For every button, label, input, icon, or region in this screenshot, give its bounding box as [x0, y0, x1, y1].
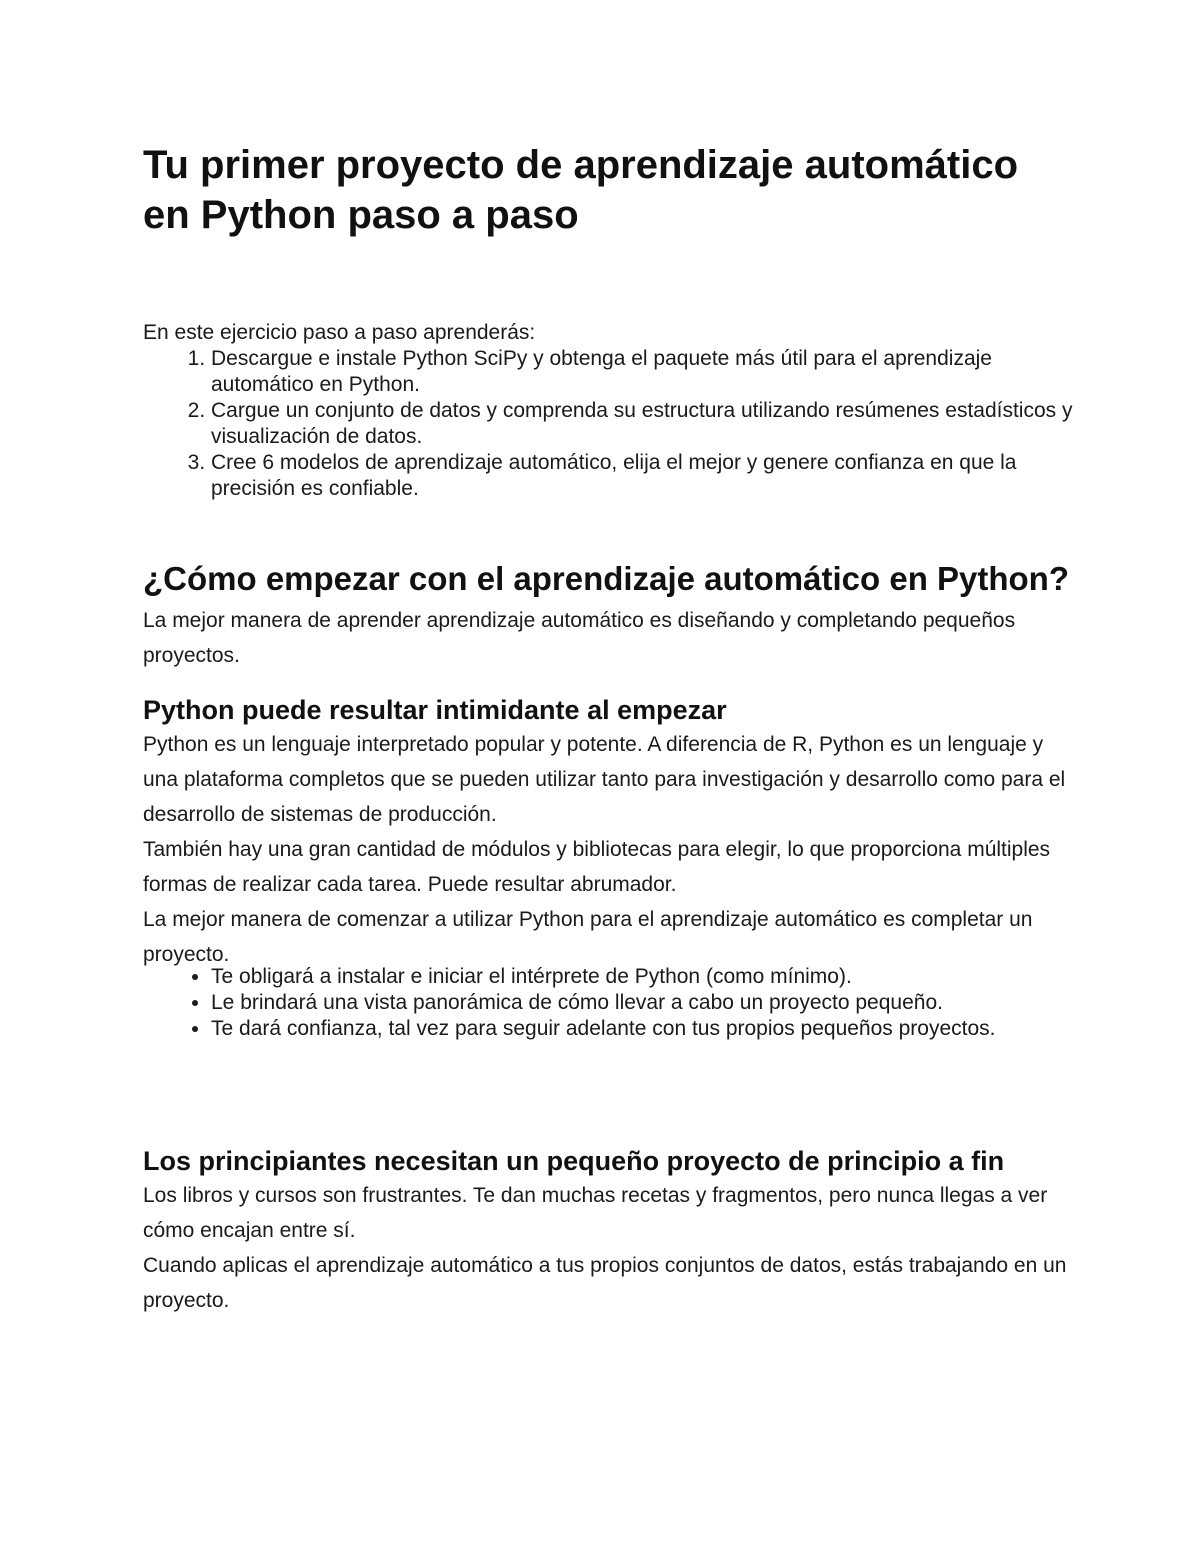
section-heading-intimidating: Python puede resultar intimidante al empezar	[143, 695, 727, 725]
paragraph: Python es un lenguaje interpretado popular y potente. A diferencia de R, Python es un lenguaje y una plataforma completos que se pueden utilizar tanto para investigación y desarrollo como para el desarrollo de sistemas de producción.	[143, 733, 1066, 826]
paragraph: La mejor manera de comenzar a utilizar Python para el aprendizaje automático es completar un proyecto.	[143, 908, 1033, 966]
list-item: • Te obligará a instalar e iniciar el intérprete de Python (como mínimo).	[211, 964, 1073, 990]
list-item: • Le brindará una vista panorámica de cómo llevar a cabo un proyecto pequeño.	[211, 990, 1073, 1016]
document-page	[143, 140, 1073, 1318]
list-item: 2. Cargue un conjunto de datos y comprenda su estructura utilizando resúmenes estadísticos y visualización de datos.	[211, 398, 1073, 450]
section-heading-getting-started: ¿Cómo empezar con el aprendizaje automático en Python?	[143, 560, 1069, 597]
section-heading-beginners: Los principiantes necesitan un pequeño proyecto de principio a fin	[143, 1146, 1005, 1176]
document-title: Tu primer proyecto de aprendizaje automático en Python paso a paso	[143, 143, 1018, 237]
bullet-list	[143, 964, 1073, 1042]
paragraph: Cuando aplicas el aprendizaje automático a tus propios conjuntos de datos, estás trabajando en un proyecto.	[143, 1254, 1067, 1312]
intro-text: En este ejercicio paso a paso aprenderás:	[143, 321, 536, 344]
steps-list	[143, 346, 1073, 502]
paragraph: También hay una gran cantidad de módulos y bibliotecas para elegir, lo que proporciona múltiples formas de realizar cada tarea. Puede resultar abrumador.	[143, 838, 1051, 896]
list-item: 1. Descargue e instale Python SciPy y obtenga el paquete más útil para el aprendizaje automático en Python.	[211, 346, 1073, 398]
paragraph: La mejor manera de aprender aprendizaje automático es diseñando y completando pequeños proyectos.	[143, 609, 1016, 667]
list-item: 3. Cree 6 modelos de aprendizaje automático, elija el mejor y genere confianza en que la precisión es confiable.	[211, 450, 1073, 502]
paragraph: Los libros y cursos son frustrantes. Te dan muchas recetas y fragmentos, pero nunca llegas a ver cómo encajan entre sí.	[143, 1184, 1048, 1242]
list-item: • Te dará confianza, tal vez para seguir adelante con tus propios pequeños proyectos.	[211, 1016, 1073, 1042]
